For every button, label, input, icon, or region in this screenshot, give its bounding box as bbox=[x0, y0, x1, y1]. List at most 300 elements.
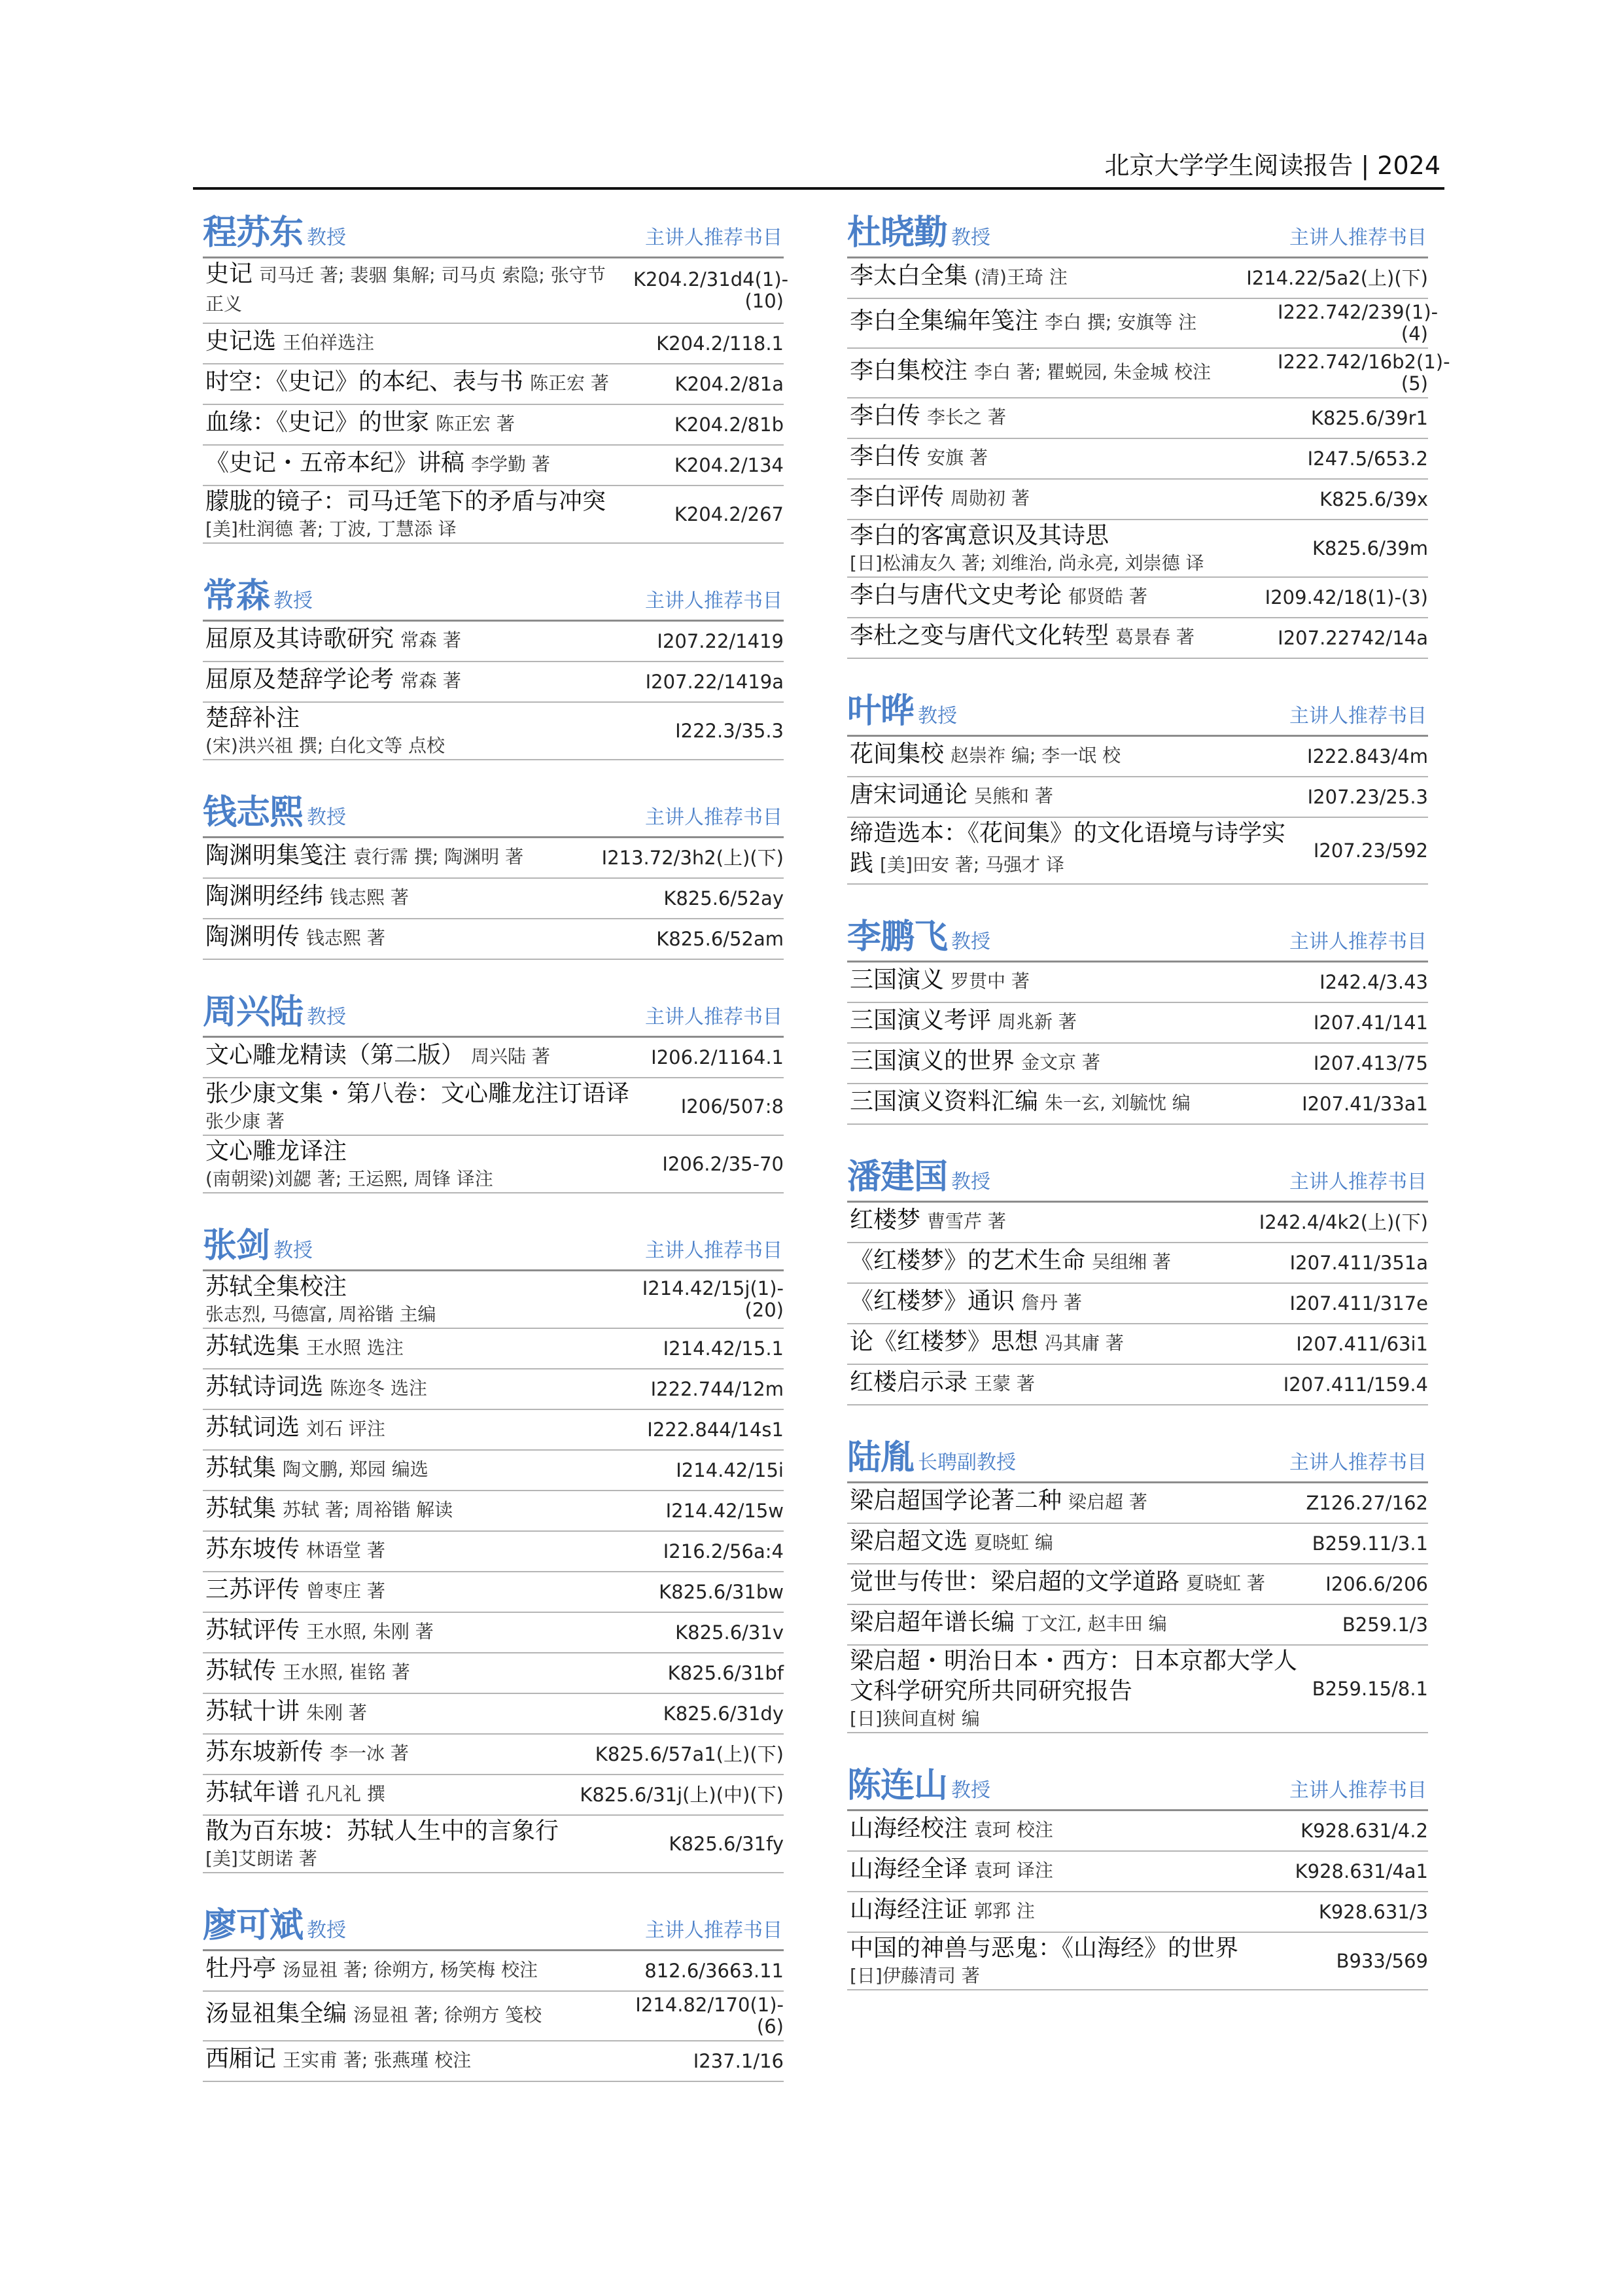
call-number: I222.844/14s1 bbox=[647, 1418, 784, 1441]
call-number: I222.843/4m bbox=[1307, 745, 1428, 768]
book-text bbox=[205, 1081, 674, 1132]
call-number: I216.2/56a:4 bbox=[663, 1540, 784, 1563]
book-text bbox=[850, 1329, 1289, 1359]
book-row bbox=[203, 1410, 784, 1451]
book-row bbox=[203, 1613, 784, 1653]
book-title: 苏轼集 bbox=[205, 1495, 277, 1522]
speaker-name: 陆胤 bbox=[847, 1438, 915, 1477]
call-number: B259.1/3 bbox=[1342, 1613, 1428, 1636]
recommended-list-label: 主讲人推荐书目 bbox=[1289, 705, 1427, 728]
left-column bbox=[203, 208, 789, 2110]
book-author: 丁文江, 赵丰田 编 bbox=[1021, 1613, 1167, 1634]
book-row bbox=[847, 1243, 1428, 1284]
book-row bbox=[203, 1491, 784, 1532]
book-row bbox=[847, 1044, 1428, 1084]
book-row bbox=[847, 1003, 1428, 1044]
book-text bbox=[205, 1617, 669, 1648]
speaker-name-group bbox=[847, 1757, 990, 1807]
call-number: B259.15/8.1 bbox=[1312, 1677, 1428, 1700]
book-author: 王伯祥选注 bbox=[283, 332, 375, 353]
book-author: 朱一玄, 刘毓忱 编 bbox=[1045, 1092, 1191, 1114]
book-author: 陈迩冬 选注 bbox=[330, 1377, 427, 1399]
book-row bbox=[203, 1038, 784, 1078]
recommended-list-label: 主讲人推荐书目 bbox=[1289, 226, 1427, 249]
recommended-list-label: 主讲人推荐书目 bbox=[645, 1239, 782, 1262]
book-row bbox=[203, 1369, 784, 1410]
book-text bbox=[850, 484, 1313, 514]
book-title: 西厢记 bbox=[205, 2045, 277, 2072]
section-header bbox=[847, 1433, 1428, 1483]
book-title: 李白评传 bbox=[850, 484, 945, 510]
speaker-name: 杜晓勤 bbox=[847, 213, 948, 253]
speaker-title: 教授 bbox=[951, 1779, 991, 1802]
book-author: 常森 著 bbox=[400, 629, 461, 651]
book-author: 林语堂 著 bbox=[306, 1540, 385, 1561]
call-number: I207.413/75 bbox=[1313, 1051, 1428, 1074]
book-author: 夏晓虹 著 bbox=[1186, 1572, 1265, 1594]
book-title: 散为百东坡：苏轼人生中的言象行 bbox=[205, 1818, 559, 1845]
book-author: 曹雪芹 著 bbox=[927, 1210, 1006, 1232]
section-header bbox=[203, 571, 784, 622]
book-author: 曾枣庄 著 bbox=[306, 1580, 385, 1602]
book-author: 李白 著; 瞿蜕园, 朱金城 校注 bbox=[974, 361, 1211, 383]
book-author: (南朝梁)刘勰 著; 王运熙, 周锋 译注 bbox=[205, 1168, 493, 1190]
book-title: 红楼启示录 bbox=[850, 1369, 968, 1396]
book-title: 《红楼梦》通识 bbox=[850, 1288, 1015, 1315]
call-number: K204.2/81a bbox=[674, 372, 784, 395]
book-author: 李学勤 著 bbox=[471, 453, 550, 475]
book-title: 陶渊明经纬 bbox=[205, 883, 324, 910]
book-row bbox=[203, 1816, 784, 1873]
book-title: 三国演义考评 bbox=[850, 1007, 992, 1034]
book-row bbox=[203, 364, 784, 405]
call-number: I214.42/15w bbox=[665, 1499, 784, 1522]
book-title: 苏轼全集校注 bbox=[205, 1273, 347, 1300]
book-author: 吴熊和 著 bbox=[974, 785, 1053, 807]
book-author: 钱志熙 著 bbox=[330, 887, 409, 908]
book-title: 牡丹亭 bbox=[205, 1955, 277, 1982]
book-title: 苏轼评传 bbox=[205, 1617, 300, 1644]
book-author: (宋)洪兴祖 撰; 白化文等 点校 bbox=[205, 735, 445, 756]
book-title: 汤显祖集全编 bbox=[205, 2000, 347, 2027]
speaker-title: 教授 bbox=[307, 1006, 347, 1029]
speaker-title: 教授 bbox=[307, 806, 347, 829]
call-number: I222.742/239(1)-(4) bbox=[1278, 301, 1439, 345]
book-text bbox=[850, 1648, 1306, 1729]
book-title: 史记选 bbox=[205, 328, 277, 355]
call-number: I207.23/592 bbox=[1313, 839, 1428, 862]
call-number: I222.742/16b2(1)-(5) bbox=[1278, 351, 1450, 395]
speaker-title: 教授 bbox=[273, 1239, 313, 1262]
page-header bbox=[193, 137, 1444, 190]
speaker-section bbox=[847, 686, 1428, 885]
book-title: 山海经注证 bbox=[850, 1896, 968, 1923]
book-title: 陶渊明集笺注 bbox=[205, 842, 347, 869]
section-header bbox=[203, 1221, 784, 1271]
speaker-name: 叶晔 bbox=[847, 691, 915, 731]
book-title: 李白与唐代文史考论 bbox=[850, 582, 1062, 609]
book-row bbox=[203, 1735, 784, 1775]
book-title: 朦胧的镜子：司马迁笔下的矛盾与冲突 bbox=[205, 488, 606, 515]
call-number: I207.23/25.3 bbox=[1307, 785, 1428, 808]
book-text bbox=[205, 667, 639, 697]
call-number: I214.22/5a2(上)(下) bbox=[1246, 266, 1428, 289]
book-author: 郁贤皓 著 bbox=[1068, 586, 1147, 607]
book-author: 张志烈, 马德富, 周裕锴 主编 bbox=[205, 1303, 436, 1325]
call-number: I207.22/1419a bbox=[645, 670, 784, 693]
book-author: 周兆新 著 bbox=[998, 1011, 1077, 1033]
book-text bbox=[850, 1089, 1295, 1119]
recommended-list-label: 主讲人推荐书目 bbox=[645, 806, 782, 829]
book-author: 汤显祖 著; 徐朔方 笺校 bbox=[353, 2004, 542, 2026]
speaker-name-group bbox=[847, 1430, 1016, 1479]
book-title: 屈原及其诗歌研究 bbox=[205, 626, 394, 652]
speaker-name-group bbox=[203, 785, 346, 834]
book-author: 周兴陆 著 bbox=[471, 1046, 550, 1067]
book-text bbox=[205, 450, 668, 480]
book-text bbox=[205, 2046, 687, 2076]
book-text bbox=[850, 1048, 1307, 1078]
call-number: K825.6/52ay bbox=[663, 887, 784, 910]
call-number: I206/507:8 bbox=[680, 1095, 784, 1118]
call-number: I207.411/63i1 bbox=[1296, 1332, 1428, 1355]
book-row bbox=[847, 1324, 1428, 1365]
book-row bbox=[847, 1646, 1428, 1733]
recommended-list-label: 主讲人推荐书目 bbox=[1289, 1451, 1427, 1474]
speaker-name-group bbox=[203, 205, 346, 254]
book-text bbox=[850, 1369, 1277, 1400]
call-number: K204.2/267 bbox=[674, 503, 784, 525]
book-row bbox=[847, 1933, 1428, 1990]
book-title: 李白全集编年笺注 bbox=[850, 308, 1039, 334]
book-text bbox=[850, 1488, 1300, 1518]
book-title: 山海经校注 bbox=[850, 1815, 968, 1842]
section-header bbox=[203, 788, 784, 838]
call-number: I214.42/15j(1)-(20) bbox=[642, 1277, 784, 1321]
speaker-section bbox=[203, 571, 784, 760]
book-row bbox=[847, 1524, 1428, 1564]
book-row bbox=[847, 1203, 1428, 1243]
recommended-list-label: 主讲人推荐书目 bbox=[645, 590, 782, 612]
book-row bbox=[203, 1653, 784, 1694]
book-title: 李白传 bbox=[850, 402, 921, 429]
speaker-name: 程苏东 bbox=[203, 213, 304, 253]
call-number: K825.6/31fy bbox=[669, 1832, 784, 1855]
book-row bbox=[203, 1532, 784, 1572]
book-text bbox=[850, 523, 1306, 574]
call-number: I242.4/3.43 bbox=[1319, 970, 1428, 993]
call-number: I207.411/159.4 bbox=[1283, 1373, 1428, 1396]
section-header bbox=[847, 1761, 1428, 1811]
call-number: I237.1/16 bbox=[693, 2049, 784, 2072]
section-header bbox=[847, 1152, 1428, 1203]
book-text bbox=[205, 2001, 627, 2031]
book-author: 王实甫 著; 张燕瑾 校注 bbox=[283, 2049, 472, 2071]
book-title: 文心雕龙精读（第二版） bbox=[205, 1042, 465, 1069]
book-text bbox=[205, 1333, 657, 1364]
book-author: 李白 撰; 安旗等 注 bbox=[1045, 311, 1197, 333]
call-number: K928.631/4.2 bbox=[1300, 1819, 1428, 1842]
book-text bbox=[850, 1528, 1306, 1559]
book-author: 安旗 著 bbox=[927, 447, 988, 468]
book-text bbox=[205, 1699, 657, 1729]
call-number: K825.6/57a1(上)(下) bbox=[595, 1742, 784, 1765]
book-title: 楚辞补注 bbox=[205, 705, 300, 732]
book-author: [美]杜润德 著; 丁波, 丁慧添 译 bbox=[205, 518, 457, 540]
speaker-section bbox=[847, 1152, 1428, 1405]
book-row bbox=[847, 1084, 1428, 1125]
book-title: 三国演义的世界 bbox=[850, 1048, 1015, 1074]
book-title: 时空：《史记》的本纪、表与书 bbox=[205, 368, 524, 395]
book-author: 汤显祖 著; 徐朔方, 杨笑梅 校注 bbox=[283, 1959, 538, 1981]
call-number: K825.6/39x bbox=[1319, 487, 1428, 510]
book-text bbox=[850, 1897, 1312, 1927]
call-number: I222.744/12m bbox=[650, 1377, 784, 1400]
speaker-title: 教授 bbox=[273, 590, 313, 612]
speaker-name: 钱志熙 bbox=[203, 792, 304, 832]
book-text bbox=[850, 1610, 1336, 1640]
book-author: 常森 著 bbox=[400, 670, 461, 692]
book-author: 袁行霈 撰; 陶渊明 著 bbox=[353, 846, 524, 868]
book-author: 葛景春 著 bbox=[1115, 626, 1195, 648]
book-text bbox=[850, 1856, 1289, 1886]
book-row bbox=[203, 2041, 784, 2082]
recommended-list-label: 主讲人推荐书目 bbox=[1289, 930, 1427, 953]
report-header-title: 北京大学学生阅读报告 | 2024 bbox=[1104, 151, 1440, 180]
speaker-name: 张剑 bbox=[203, 1226, 270, 1265]
book-row bbox=[847, 1483, 1428, 1524]
book-row bbox=[847, 618, 1428, 659]
call-number: I207.41/33a1 bbox=[1302, 1092, 1428, 1115]
call-number: B933/569 bbox=[1336, 1949, 1428, 1972]
call-number: K825.6/39r1 bbox=[1310, 406, 1428, 429]
book-title: 苏轼词选 bbox=[205, 1414, 300, 1441]
book-text bbox=[850, 782, 1301, 812]
book-author: 张少康 著 bbox=[205, 1110, 285, 1132]
speaker-section bbox=[847, 912, 1428, 1125]
book-text bbox=[205, 1536, 657, 1566]
call-number: K928.631/4a1 bbox=[1295, 1860, 1428, 1882]
book-title: 三苏评传 bbox=[205, 1576, 300, 1603]
book-title: 《史记・五帝本纪》讲稿 bbox=[205, 450, 465, 476]
book-title: 梁启超文选 bbox=[850, 1528, 968, 1555]
book-title: 觉世与传世：梁启超的文学道路 bbox=[850, 1568, 1180, 1595]
book-text bbox=[205, 369, 669, 399]
call-number: Z126.27/162 bbox=[1306, 1491, 1428, 1514]
book-text bbox=[205, 261, 627, 320]
book-row bbox=[847, 963, 1428, 1003]
book-text bbox=[850, 967, 1313, 997]
book-row bbox=[203, 1775, 784, 1816]
book-row bbox=[847, 777, 1428, 818]
book-author: 金文京 著 bbox=[1021, 1051, 1100, 1073]
book-row bbox=[847, 439, 1428, 480]
book-title: 唐宋词通论 bbox=[850, 781, 968, 808]
call-number: I214.42/15.1 bbox=[663, 1337, 784, 1360]
book-text bbox=[850, 308, 1271, 338]
section-header bbox=[203, 987, 784, 1038]
book-author: 赵崇祚 编; 李一氓 校 bbox=[951, 745, 1121, 766]
book-row bbox=[847, 520, 1428, 578]
book-title: 梁启超国学论著二种 bbox=[850, 1487, 1062, 1514]
book-row bbox=[847, 1365, 1428, 1405]
section-header bbox=[847, 208, 1428, 258]
book-row bbox=[203, 919, 784, 960]
book-title: 李杜之变与唐代文化转型 bbox=[850, 622, 1109, 649]
book-title: 论《红楼梦》思想 bbox=[850, 1328, 1039, 1355]
book-author: 陶文鹏, 郑园 编选 bbox=[283, 1458, 428, 1480]
book-text bbox=[850, 263, 1240, 293]
book-text bbox=[850, 623, 1271, 653]
book-text bbox=[850, 1248, 1283, 1278]
book-row bbox=[203, 258, 789, 324]
call-number: I214.82/170(1)-(6) bbox=[635, 1994, 784, 2038]
book-row bbox=[203, 1271, 784, 1329]
book-title: 李白集校注 bbox=[850, 357, 968, 384]
speaker-title: 教授 bbox=[918, 705, 958, 728]
book-text bbox=[205, 1739, 589, 1769]
section-header bbox=[203, 1901, 784, 1951]
speaker-name: 廖可斌 bbox=[203, 1905, 304, 1945]
call-number: K825.6/31bw bbox=[659, 1580, 784, 1603]
recommended-list-label: 主讲人推荐书目 bbox=[645, 1919, 782, 1942]
book-title: 梁启超年谱长编 bbox=[850, 1609, 1015, 1636]
book-author: 王水照 选注 bbox=[306, 1337, 404, 1358]
book-title: 苏轼集 bbox=[205, 1455, 277, 1481]
book-text bbox=[205, 1780, 573, 1810]
call-number: I222.3/35.3 bbox=[675, 719, 784, 742]
book-author: 陈正宏 著 bbox=[530, 372, 609, 394]
speaker-name-group bbox=[203, 1218, 313, 1267]
speaker-name-group bbox=[847, 1149, 990, 1198]
book-title: 苏轼年谱 bbox=[205, 1779, 300, 1806]
book-row bbox=[203, 1078, 784, 1136]
book-title: 屈原及楚辞学论考 bbox=[205, 666, 394, 693]
book-author: 袁珂 校注 bbox=[974, 1819, 1053, 1841]
book-text bbox=[850, 1207, 1253, 1237]
call-number: I207.22742/14a bbox=[1278, 626, 1428, 649]
speaker-section bbox=[203, 788, 784, 960]
call-number: K825.6/31v bbox=[675, 1621, 784, 1644]
book-text bbox=[850, 1008, 1307, 1038]
book-row bbox=[847, 299, 1439, 349]
book-text bbox=[850, 582, 1259, 612]
book-row bbox=[203, 703, 784, 760]
call-number: I209.42/18(1)-(3) bbox=[1265, 586, 1428, 609]
book-row bbox=[203, 405, 784, 446]
book-text bbox=[205, 883, 657, 913]
recommended-list-label: 主讲人推荐书目 bbox=[645, 1006, 782, 1029]
book-text bbox=[205, 1274, 627, 1325]
book-title: 苏东坡新传 bbox=[205, 1739, 324, 1765]
section-header bbox=[203, 208, 784, 258]
book-row bbox=[847, 578, 1428, 618]
book-author: [日]伊藤清司 著 bbox=[850, 1965, 980, 1987]
book-author: [日]松浦友久 著; 刘维治, 尚永亮, 刘崇德 译 bbox=[850, 552, 1204, 574]
book-title: 李白的客寓意识及其诗思 bbox=[850, 522, 1109, 549]
book-text bbox=[205, 626, 650, 656]
recommended-list-label: 主讲人推荐书目 bbox=[645, 226, 782, 249]
book-row bbox=[203, 446, 784, 486]
call-number: K204.2/118.1 bbox=[656, 332, 784, 355]
book-row bbox=[847, 398, 1428, 439]
call-number: K204.2/31d4(1)-(10) bbox=[633, 268, 789, 312]
book-row bbox=[203, 1329, 784, 1369]
book-author: 王水照, 朱刚 著 bbox=[306, 1621, 434, 1642]
speaker-section bbox=[203, 208, 789, 544]
book-author: 李长之 著 bbox=[927, 406, 1006, 428]
call-number: I214.42/15i bbox=[676, 1458, 784, 1481]
book-title: 血缘：《史记》的世家 bbox=[205, 409, 430, 436]
book-title: 李太白全集 bbox=[850, 262, 968, 289]
call-number: K825.6/52am bbox=[656, 927, 784, 950]
book-text bbox=[205, 843, 595, 873]
book-author: 夏晓虹 编 bbox=[974, 1532, 1053, 1553]
call-number: B259.11/3.1 bbox=[1312, 1532, 1428, 1555]
book-author: 王水照, 崔铭 著 bbox=[283, 1661, 410, 1683]
book-row bbox=[847, 1811, 1428, 1852]
speaker-title: 长聘副教授 bbox=[918, 1451, 1017, 1474]
book-text bbox=[205, 1374, 644, 1404]
speaker-name-group bbox=[203, 984, 346, 1033]
call-number: I242.4/4k2(上)(下) bbox=[1259, 1210, 1428, 1233]
speaker-name-group bbox=[203, 568, 313, 617]
book-author: 司马迁 著; 裴骃 集解; 司马贞 索隐; 张守节 正义 bbox=[205, 264, 606, 315]
book-text bbox=[205, 1455, 669, 1485]
book-title: 梁启超・明治日本・西方：日本京都大学人文科学研究所共同研究报告 bbox=[850, 1648, 1298, 1704]
call-number: K204.2/81b bbox=[674, 413, 784, 436]
call-number: I207.41/141 bbox=[1313, 1011, 1428, 1034]
speaker-section bbox=[203, 1221, 784, 1873]
book-title: 苏轼十讲 bbox=[205, 1698, 300, 1725]
book-author: 冯其庸 著 bbox=[1045, 1332, 1124, 1354]
book-title: 《红楼梦》的艺术生命 bbox=[850, 1247, 1086, 1274]
book-row bbox=[203, 622, 784, 662]
book-row bbox=[203, 1992, 784, 2041]
speaker-name-group bbox=[203, 1898, 346, 1947]
book-title: 苏东坡传 bbox=[205, 1536, 300, 1563]
book-author: (清)王琦 注 bbox=[974, 266, 1068, 288]
book-title: 三国演义资料汇编 bbox=[850, 1088, 1039, 1115]
book-text bbox=[850, 1288, 1283, 1318]
book-text bbox=[850, 821, 1307, 881]
book-text bbox=[205, 1042, 644, 1072]
book-author: 朱刚 著 bbox=[306, 1702, 367, 1723]
recommended-list-label: 主讲人推荐书目 bbox=[1289, 1779, 1427, 1802]
book-title: 张少康文集・第八卷：文心雕龙注订语译 bbox=[205, 1080, 630, 1107]
book-text bbox=[205, 1956, 638, 1986]
book-author: [日]狭间直树 编 bbox=[850, 1708, 980, 1729]
book-author: 詹丹 著 bbox=[1021, 1292, 1082, 1313]
book-author: 袁珂 译注 bbox=[974, 1860, 1053, 1881]
speaker-name-group bbox=[847, 205, 990, 254]
book-text bbox=[205, 489, 668, 540]
book-text bbox=[850, 1935, 1330, 1987]
book-text bbox=[850, 403, 1304, 433]
book-text bbox=[205, 1415, 640, 1445]
book-text bbox=[205, 328, 650, 359]
book-author: 苏轼 著; 周裕锴 解读 bbox=[283, 1499, 453, 1521]
book-author: 王蒙 著 bbox=[974, 1373, 1035, 1394]
book-text bbox=[205, 1818, 662, 1869]
speaker-section bbox=[203, 987, 784, 1193]
book-text bbox=[850, 444, 1301, 474]
book-row bbox=[847, 818, 1428, 885]
book-row bbox=[203, 1136, 784, 1193]
book-title: 苏轼传 bbox=[205, 1657, 277, 1684]
book-text bbox=[205, 1496, 659, 1526]
call-number: I247.5/653.2 bbox=[1307, 447, 1428, 470]
